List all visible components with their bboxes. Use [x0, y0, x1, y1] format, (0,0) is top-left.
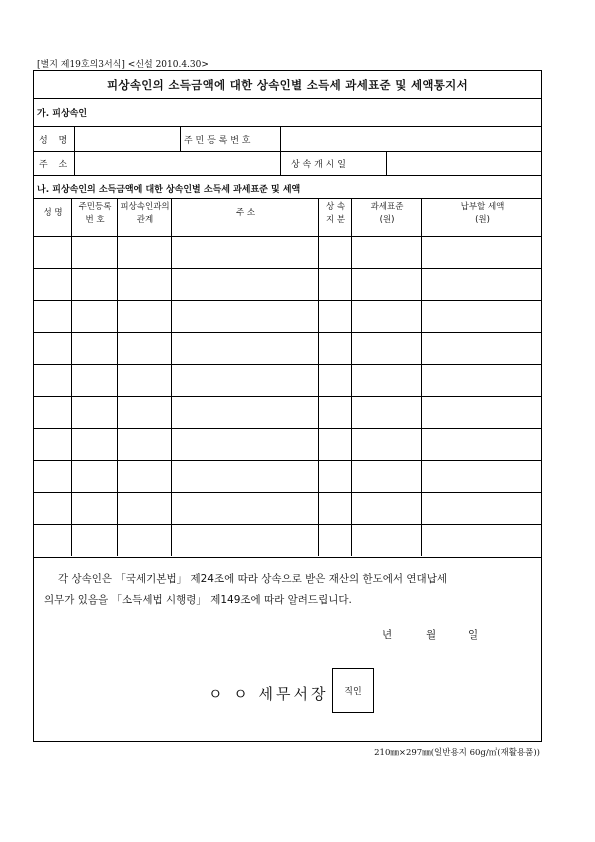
table-cell[interactable] — [354, 398, 420, 426]
notice-text — [44, 569, 531, 611]
table-cell[interactable] — [424, 398, 541, 426]
table-cell[interactable] — [74, 238, 116, 266]
table-cell[interactable] — [36, 398, 70, 426]
table-cell[interactable] — [120, 526, 170, 554]
table-cell[interactable] — [174, 398, 317, 426]
column-header-line-1: 성 명 — [43, 208, 63, 218]
table-cell[interactable] — [321, 430, 350, 458]
column-header — [422, 201, 543, 227]
table-cell[interactable] — [74, 366, 116, 394]
table-cell[interactable] — [120, 366, 170, 394]
date-year-label: 년 — [382, 629, 393, 641]
table-cell[interactable] — [321, 302, 350, 330]
table-cell[interactable] — [174, 494, 317, 522]
table-cell[interactable] — [120, 462, 170, 490]
section-a-heading: 가. 피상속인 — [37, 109, 88, 119]
form-title: 피상속인의 소득금액에 대한 상속인별 소득세 과세표준 및 세액통지서 — [107, 78, 468, 92]
divider — [280, 126, 281, 151]
table-cell[interactable] — [354, 238, 420, 266]
table-cell[interactable] — [36, 494, 70, 522]
table-cell[interactable] — [36, 366, 70, 394]
column-header-line-2: (원) — [379, 215, 395, 225]
seal-label: 직인 — [344, 687, 362, 697]
table-cell[interactable] — [424, 430, 541, 458]
table-cell[interactable] — [74, 462, 116, 490]
table-cell[interactable] — [120, 302, 170, 330]
table-cell[interactable] — [36, 270, 70, 298]
divider — [386, 151, 387, 175]
table-cell[interactable] — [74, 494, 116, 522]
rule — [34, 175, 541, 176]
table-cell[interactable] — [424, 494, 541, 522]
table-cell[interactable] — [74, 430, 116, 458]
column-header — [72, 201, 118, 227]
column-header-line-1: 주 소 — [235, 208, 256, 218]
table-cell[interactable] — [174, 526, 317, 554]
table-cell[interactable] — [424, 462, 541, 490]
table-cell[interactable] — [424, 334, 541, 362]
table-cell[interactable] — [120, 334, 170, 362]
table-cell[interactable] — [354, 366, 420, 394]
table-cell[interactable] — [36, 526, 70, 554]
table-cell[interactable] — [174, 334, 317, 362]
table-cell[interactable] — [321, 494, 350, 522]
divider — [280, 151, 281, 175]
form-number: [별지 제19호의3서식] <신설 2010.4.30> — [37, 60, 209, 70]
rule — [34, 151, 541, 152]
table-cell[interactable] — [174, 462, 317, 490]
table-cell[interactable] — [321, 462, 350, 490]
table-cell[interactable] — [354, 430, 420, 458]
table-cell[interactable] — [424, 526, 541, 554]
notice-line-2: 의무가 있음을 「소득세법 시행령」 제149조에 따라 알려드립니다. — [44, 594, 352, 606]
table-cell[interactable] — [36, 334, 70, 362]
rule — [34, 98, 541, 99]
table-cell[interactable] — [321, 334, 350, 362]
table-cell[interactable] — [36, 238, 70, 266]
table-cell[interactable] — [174, 430, 317, 458]
divider — [74, 126, 75, 175]
column-header — [172, 207, 319, 220]
table-cell[interactable] — [36, 430, 70, 458]
table-cell[interactable] — [74, 334, 116, 362]
table-cell[interactable] — [36, 462, 70, 490]
notice-form — [33, 70, 542, 742]
column-header-line-1: 상 속 — [325, 202, 346, 212]
column-header-line-1: 주민등록 — [78, 202, 112, 212]
table-cell[interactable] — [74, 526, 116, 554]
table-cell[interactable] — [354, 270, 420, 298]
column-header-line-1: 피상속인과의 — [120, 202, 170, 212]
table-cell[interactable] — [120, 430, 170, 458]
table-cell[interactable] — [321, 366, 350, 394]
table-cell[interactable] — [174, 270, 317, 298]
date-day-label: 일 — [468, 629, 479, 641]
tax-office-name: ㅇ ㅇ 세무서장 — [208, 685, 329, 703]
table-cell[interactable] — [120, 270, 170, 298]
table-cell[interactable] — [354, 334, 420, 362]
paper-spec: 210㎜×297㎜(일반용지 60g/㎡(재활용품)) — [374, 748, 540, 758]
column-header-line-2: 지 분 — [325, 215, 346, 225]
table-cell[interactable] — [120, 398, 170, 426]
column-header — [352, 201, 422, 227]
table-cell[interactable] — [354, 302, 420, 330]
divider — [180, 126, 181, 151]
rule — [34, 126, 541, 127]
column-header-line-2: (원) — [475, 215, 490, 225]
table-cell[interactable] — [354, 462, 420, 490]
table-cell[interactable] — [354, 494, 420, 522]
table-cell[interactable] — [424, 238, 541, 266]
table-cell[interactable] — [424, 302, 541, 330]
name-label: 성 명 — [39, 136, 72, 146]
table-cell[interactable] — [354, 526, 420, 554]
column-header — [118, 201, 172, 227]
table-cell[interactable] — [36, 302, 70, 330]
address-label: 주 소 — [39, 160, 72, 170]
column-header-line-1: 과세표준 — [370, 202, 404, 212]
table-cell[interactable] — [321, 526, 350, 554]
table-cell[interactable] — [74, 270, 116, 298]
notice-line-1: 각 상속인은 「국세기본법」 제24조에 따라 상속으로 받은 재산의 한도에서 연대납세 — [58, 573, 447, 585]
table-cell[interactable] — [321, 398, 350, 426]
table-cell[interactable] — [74, 398, 116, 426]
column-header — [319, 201, 352, 227]
rule — [34, 557, 541, 558]
table-cell[interactable] — [174, 238, 317, 266]
table-cell[interactable] — [120, 238, 170, 266]
date-month-label: 월 — [426, 629, 437, 641]
table-cell[interactable] — [424, 366, 541, 394]
table-cell[interactable] — [424, 270, 541, 298]
table-cell[interactable] — [74, 302, 116, 330]
table-cell[interactable] — [174, 302, 317, 330]
column-header — [34, 207, 72, 220]
column-header-line-2: 관계 — [136, 215, 154, 225]
table-cell[interactable] — [174, 366, 317, 394]
column-header-line-1: 납부할 세액 — [460, 202, 505, 212]
column-header-line-2: 번 호 — [85, 215, 105, 225]
table-cell[interactable] — [321, 270, 350, 298]
resident-id-label: 주 민 등 록 번 호 — [184, 136, 251, 146]
inheritance-start-label: 상 속 개 시 일 — [291, 160, 346, 170]
official-seal-box — [332, 668, 374, 713]
section-b-heading: 나. 피상속인의 소득금액에 대한 상속인별 소득세 과세표준 및 세액 — [37, 185, 301, 195]
table-cell[interactable] — [120, 494, 170, 522]
table-cell[interactable] — [321, 238, 350, 266]
